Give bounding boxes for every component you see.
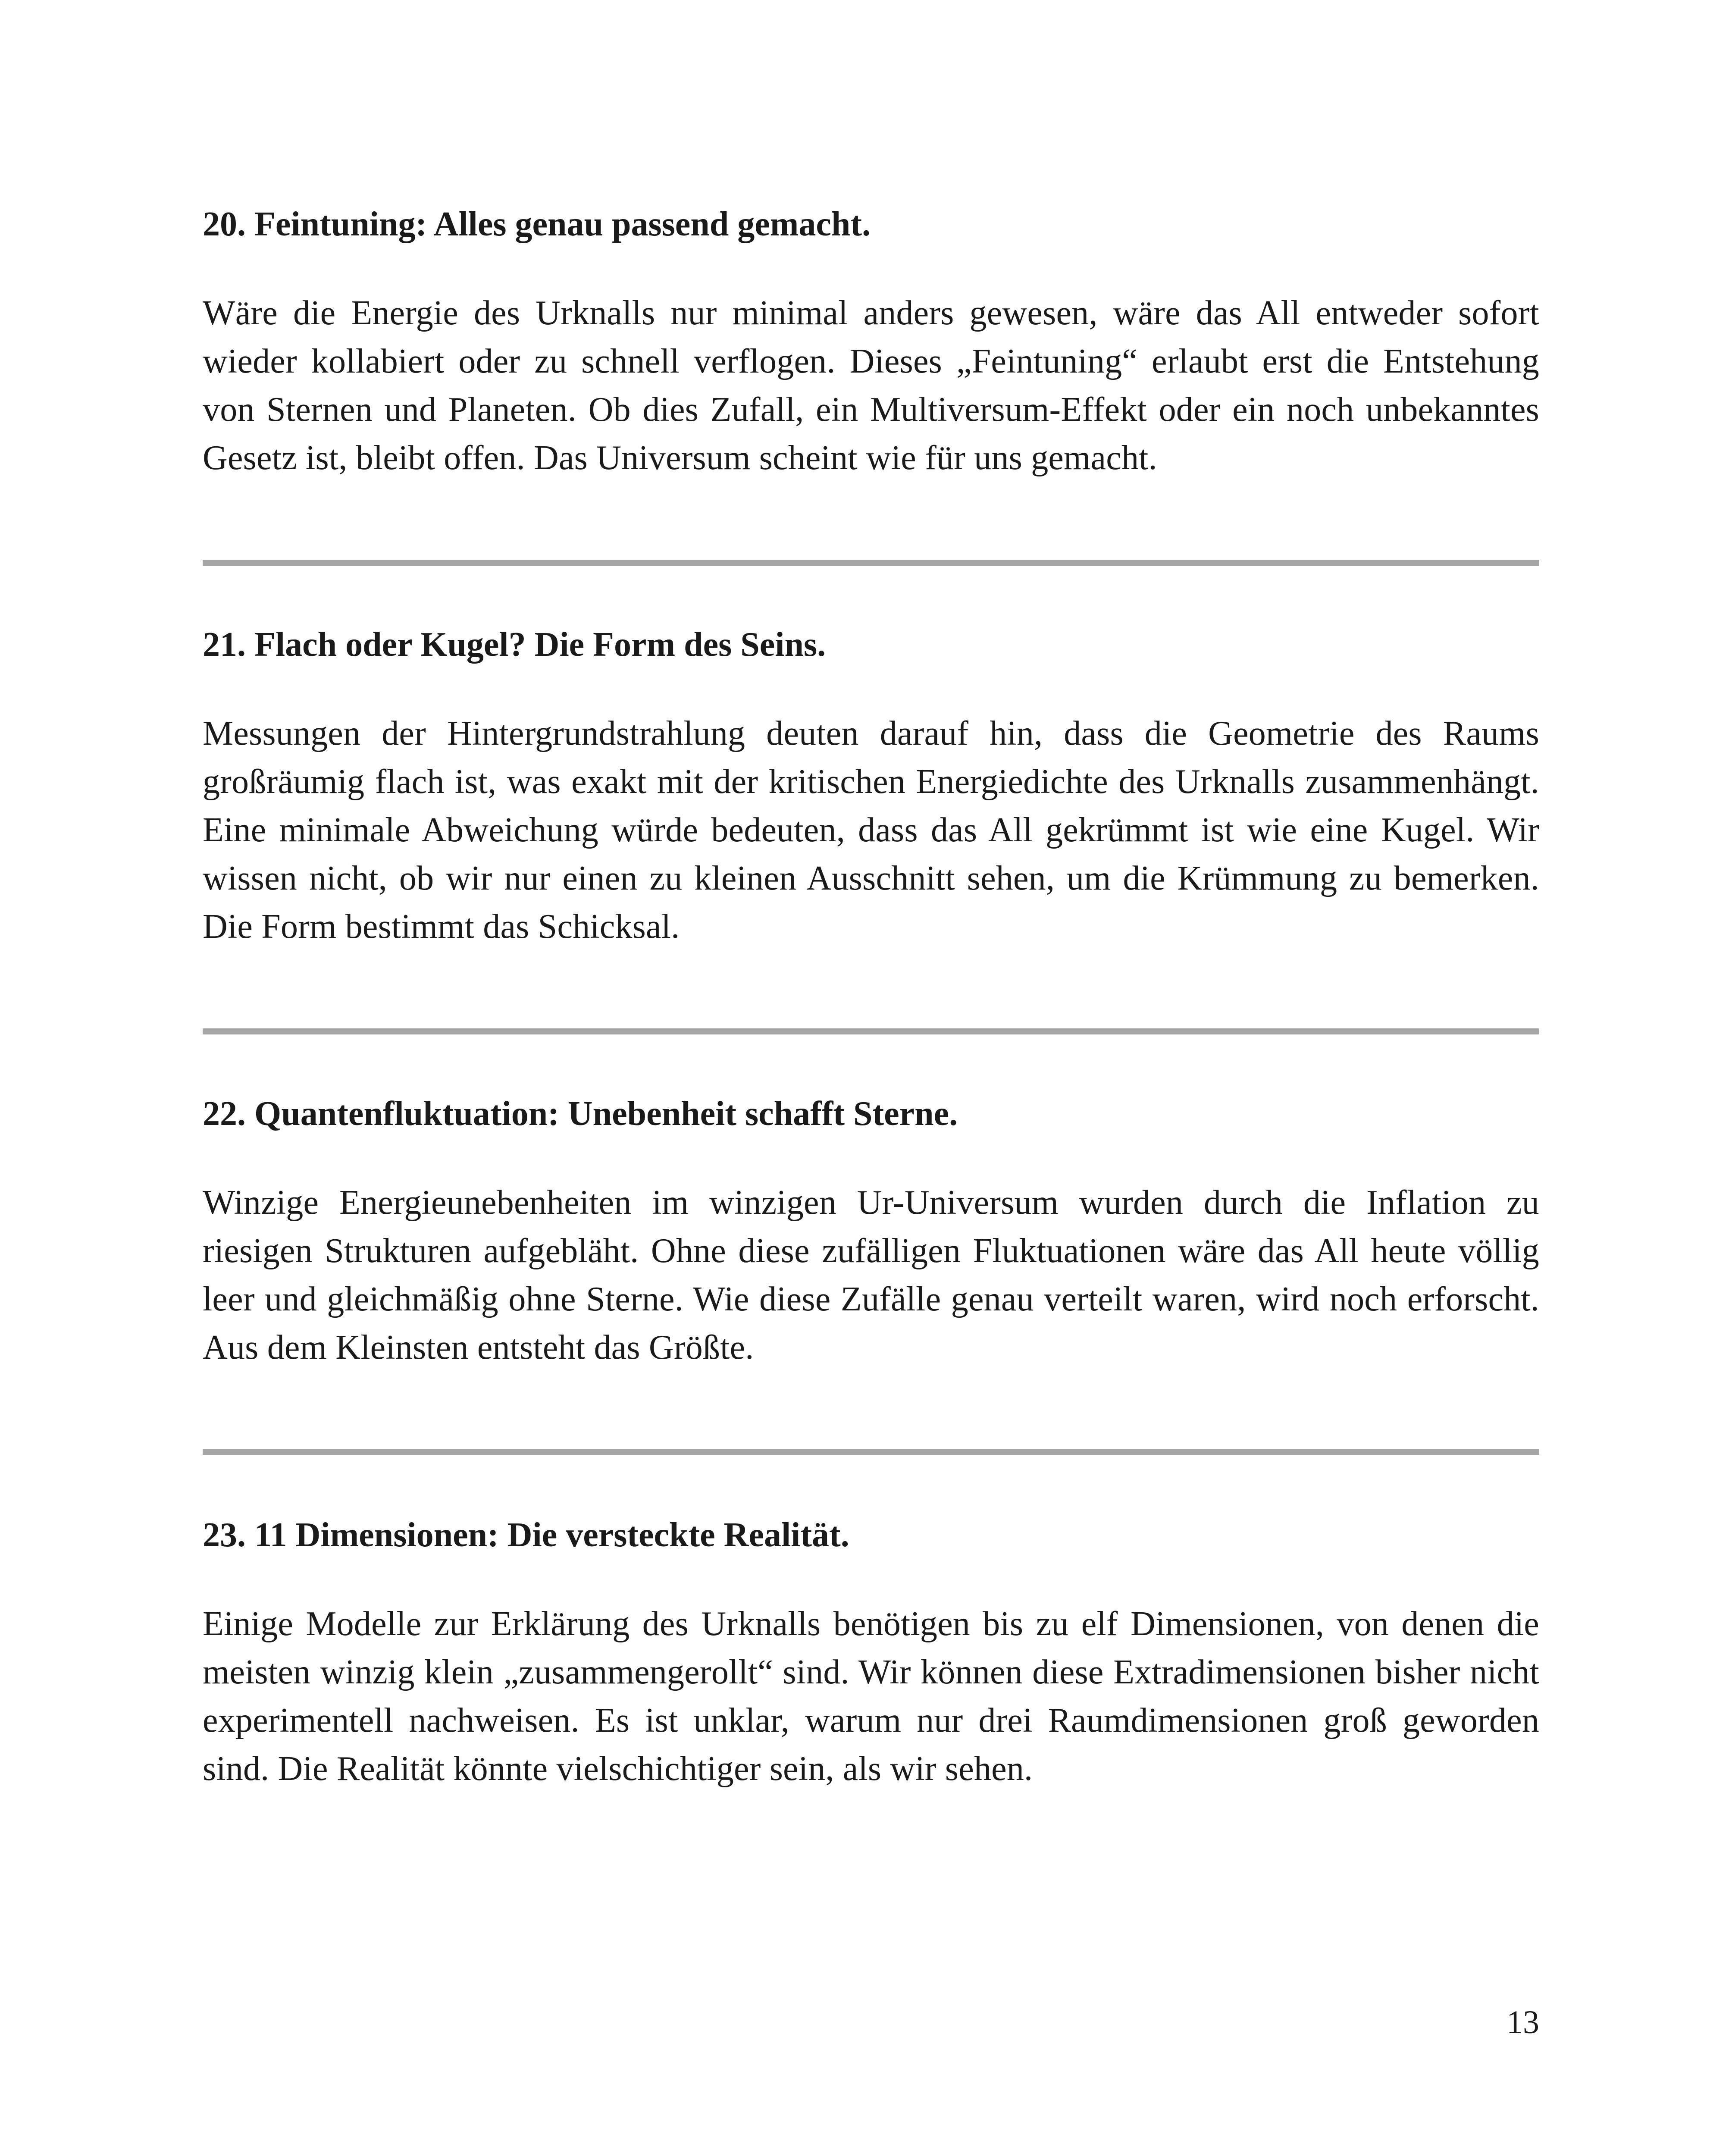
section-heading: 23. 11 Dimensionen: Die versteckte Realität. (203, 1516, 849, 1554)
section-heading: 21. Flach oder Kugel? Die Form des Seins. (203, 626, 826, 664)
section-body: Winzige Energieunebenheiten im winzigen Ur-Universum wurden durch die Inflation zu riesigen Strukturen aufgebläht. Ohne diese zufälligen Fluktuationen wäre das All heute völlig leer und gleichmäßig ohne Sterne. Wie diese Zufälle genau verteilt waren, wird noch erforscht. Aus dem Kleinsten entsteht das Größte. (203, 1184, 1539, 1366)
document-page (203, 0, 1539, 2156)
section-heading: 20. Feintuning: Alles genau passend gemacht. (203, 205, 871, 243)
section-heading: 22. Quantenfluktuation: Unebenheit schafft Sterne. (203, 1095, 958, 1133)
section-divider (203, 1028, 1539, 1034)
section-body: Wäre die Energie des Urknalls nur minimal anders gewesen, wäre das All entweder sofort wieder kollabiert oder zu schnell verflogen. Dieses „Feintuning“ erlaubt erst die Entstehung von Sternen und Planeten. Ob dies Zufall, ein Multiversum-Effekt oder ein noch unbekanntes Gesetz ist, bleibt offen. Das Universum scheint wie für uns gemacht. (203, 294, 1539, 477)
page-number: 13 (1506, 2004, 1539, 2040)
section-divider (203, 560, 1539, 566)
section-divider (203, 1449, 1539, 1455)
section-body: Einige Modelle zur Erklärung des Urknalls benötigen bis zu elf Dimensionen, von denen die meisten winzig klein „zusammengerollt“ sind. Wir können diese Extradimensionen bisher nicht experimentell nachweisen. Es ist unklar, warum nur drei Raumdimensionen groß geworden sind. Die Realität könnte vielschichtiger sein, als wir sehen. (203, 1605, 1539, 1788)
section-body: Messungen der Hintergrundstrahlung deuten darauf hin, dass die Geometrie des Raums großräumig flach ist, was exakt mit der kritischen Energiedichte des Urknalls zusammenhängt. Eine minimale Abweichung würde bedeuten, dass das All gekrümmt ist wie eine Kugel. Wir wissen nicht, ob wir nur einen zu kleinen Ausschnitt sehen, um die Krümmung zu bemerken. Die Form bestimmt das Schicksal. (203, 714, 1539, 946)
